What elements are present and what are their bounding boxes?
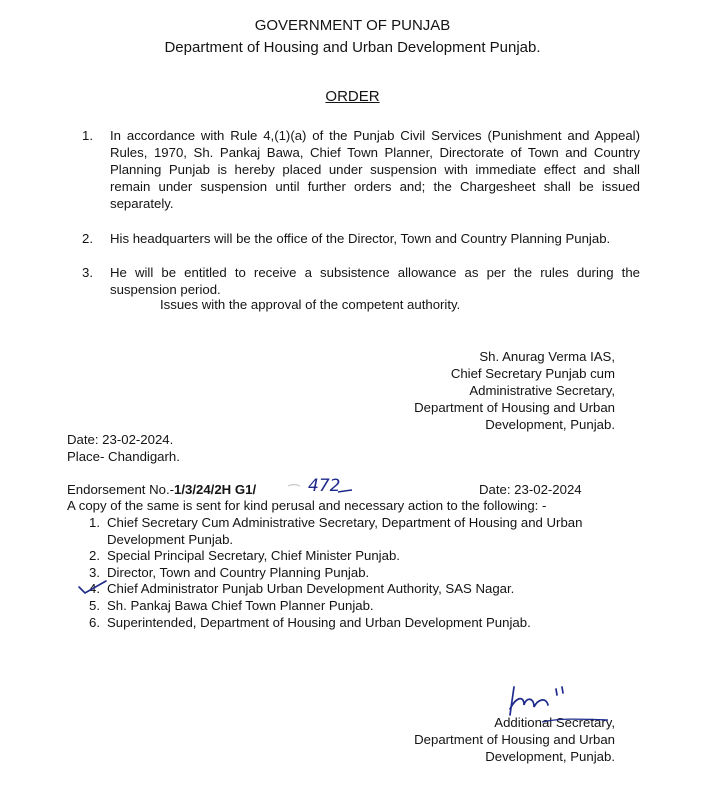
signatory-name: Sh. Anurag Verma IAS, bbox=[479, 349, 615, 364]
recipient-number: 3. bbox=[89, 564, 100, 580]
list-item bbox=[67, 598, 627, 615]
paragraph-text: In accordance with Rule 4,(1)(a) of the Punjab Civil Services (Punishment and Appeal) Rules, 1970, Sh. Pankaj Bawa, Chief Town Planner, Directorate of Town and Country Planning Punjab is hereby placed under suspension with immediate effect and shall remain under suspension until further orders and; the Chargesheet shall be issued separately. bbox=[110, 128, 640, 211]
list-item bbox=[67, 581, 627, 598]
pen-strike-line bbox=[540, 716, 612, 726]
signatory-department: Department of Housing and Urban bbox=[414, 732, 615, 747]
paragraph-text: He will be entitled to receive a subsistence allowance as per the rules during the suspension period. bbox=[110, 265, 640, 297]
paragraph-number: 2. bbox=[82, 231, 93, 246]
recipient-text: Director, Town and Country Planning Punjab. bbox=[107, 564, 370, 580]
signatory-department: Development, Punjab. bbox=[485, 749, 615, 764]
recipient-text: Superintended, Department of Housing and Urban Development Punjab. bbox=[107, 614, 531, 630]
signatory-block bbox=[414, 348, 615, 433]
recipient-number: 2. bbox=[89, 548, 100, 564]
signatory-title: Additional Secretary, bbox=[494, 715, 615, 730]
list-item bbox=[67, 548, 627, 565]
recipient-number: 1. bbox=[89, 515, 100, 530]
order-date: Date: 23-02-2024. bbox=[67, 432, 174, 447]
handwritten-number-text: 472 bbox=[308, 476, 341, 496]
paragraph-text: His headquarters will be the office of the Director, Town and Country Planning Punjab. bbox=[110, 231, 611, 246]
list-item bbox=[67, 615, 627, 632]
endorsement-date: Date: 23-02-2024 bbox=[479, 482, 582, 497]
recipient-text: Chief Administrator Punjab Urban Development Authority, SAS Nagar. bbox=[107, 581, 515, 597]
signatory-department: Development, Punjab. bbox=[485, 417, 615, 432]
signatory-title: Chief Secretary Punjab cum bbox=[450, 366, 615, 381]
department-heading: Department of Housing and Urban Development Punjab. bbox=[164, 39, 541, 56]
recipient-list bbox=[67, 515, 627, 631]
copy-to-line: A copy of the same is sent for kind perusal and necessary action to the following: - bbox=[67, 498, 547, 513]
list-item bbox=[67, 515, 627, 548]
endorsement-number bbox=[67, 482, 256, 497]
recipient-text: Sh. Pankaj Bawa Chief Town Planner Punjab. bbox=[107, 597, 374, 613]
paragraph-number: 1. bbox=[82, 128, 93, 143]
list-item bbox=[67, 565, 627, 582]
recipient-text: Chief Secretary Cum Administrative Secretary, Department of Housing and Urban Development Punjab. bbox=[107, 515, 583, 547]
paragraph-number: 3. bbox=[82, 265, 93, 280]
government-heading: GOVERNMENT OF PUNJAB bbox=[254, 17, 451, 34]
endorsement-code: 1/3/24/2H G1/ bbox=[174, 482, 257, 497]
signatory-title: Administrative Secretary, bbox=[469, 383, 615, 398]
recipient-number: 6. bbox=[89, 614, 100, 630]
recipient-text: Special Principal Secretary, Chief Minister Punjab. bbox=[107, 548, 400, 564]
tick-mark-icon bbox=[76, 578, 110, 596]
handwritten-number bbox=[286, 474, 358, 498]
signatory-department: Department of Housing and Urban bbox=[414, 400, 615, 415]
order-title: ORDER bbox=[325, 88, 380, 105]
faded-scribble bbox=[288, 485, 300, 487]
order-place: Place- Chandigarh. bbox=[67, 449, 180, 464]
recipient-number: 4. bbox=[89, 581, 100, 597]
recipient-number: 5. bbox=[89, 597, 100, 613]
endorsement-label: Endorsement No.- bbox=[67, 482, 175, 497]
issues-line: Issues with the approval of the competent authority. bbox=[160, 297, 461, 312]
